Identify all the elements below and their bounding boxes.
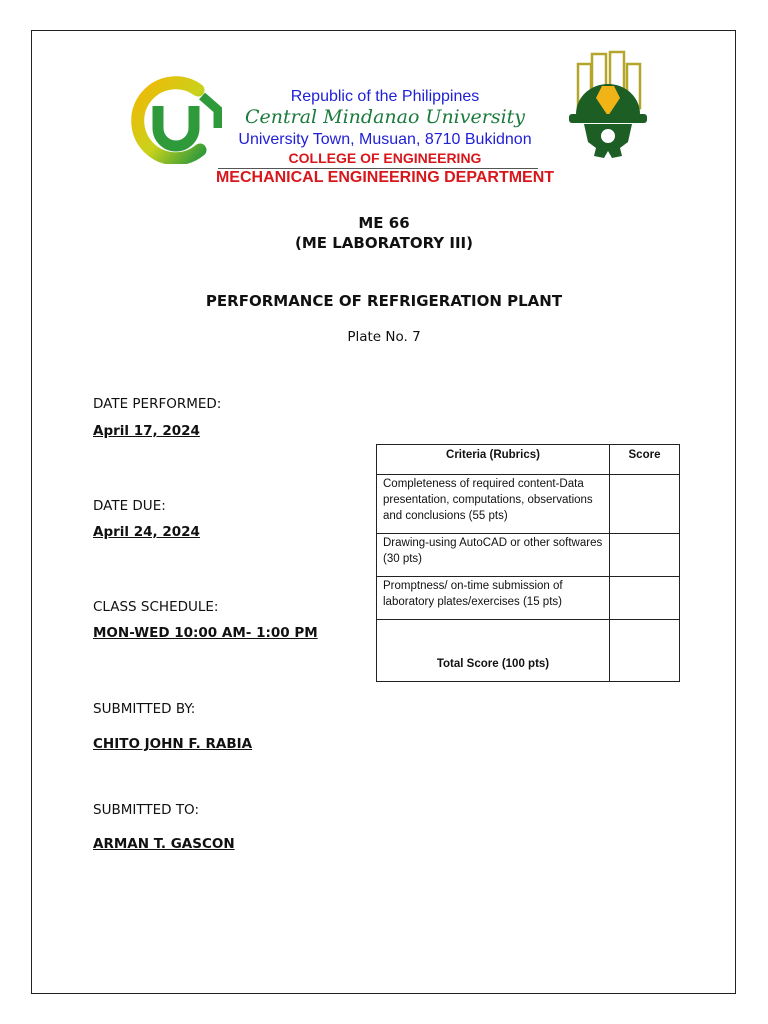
rubric-row bbox=[377, 577, 680, 620]
rubric-criteria: Drawing-using AutoCAD or other softwares (30 pts) bbox=[377, 534, 610, 577]
rubric-score bbox=[610, 577, 680, 620]
submitted-by-label: SUBMITTED BY: bbox=[93, 701, 196, 717]
date-due-value: April 24, 2024 bbox=[93, 524, 200, 540]
engineering-helmet-gear-logo bbox=[566, 48, 650, 162]
rubric-criteria: Completeness of required content-Data presentation, computations, observations and conclusions (55 pts) bbox=[377, 475, 610, 534]
rubric-row bbox=[377, 475, 680, 534]
rubric-score bbox=[610, 475, 680, 534]
criteria-header: Criteria (Rubrics) bbox=[377, 445, 610, 475]
plate-number: Plate No. 7 bbox=[347, 329, 421, 345]
date-due-label: DATE DUE: bbox=[93, 498, 166, 514]
course-code: ME 66 bbox=[358, 214, 410, 232]
course-name: (ME LABORATORY III) bbox=[295, 234, 473, 252]
class-schedule-label: CLASS SCHEDULE: bbox=[93, 599, 219, 615]
score-header: Score bbox=[610, 445, 680, 475]
university-address: University Town, Musuan, 8710 Bukidnon bbox=[238, 131, 532, 148]
republic-line: Republic of the Philippines bbox=[290, 88, 480, 105]
submitted-to-value: ARMAN T. GASCON bbox=[93, 836, 235, 852]
experiment-title: PERFORMANCE OF REFRIGERATION PLANT bbox=[205, 292, 563, 310]
class-schedule-value: MON-WED 10:00 AM- 1:00 PM bbox=[93, 625, 318, 641]
rubric-header-row bbox=[377, 445, 680, 475]
submitted-by-value: CHITO JOHN F. RABIA bbox=[93, 736, 253, 752]
submitted-to-label: SUBMITTED TO: bbox=[93, 802, 199, 818]
date-performed-value: April 17, 2024 bbox=[93, 423, 200, 439]
college-name: COLLEGE OF ENGINEERING bbox=[288, 150, 482, 166]
rubric-table bbox=[376, 444, 680, 682]
department-name: MECHANICAL ENGINEERING DEPARTMENT bbox=[215, 169, 555, 186]
total-score-label: Total Score (100 pts) bbox=[377, 620, 610, 682]
rubric-total-row bbox=[377, 620, 680, 682]
rubric-row bbox=[377, 534, 680, 577]
rubric-criteria: Promptness/ on-time submission of laboratory plates/exercises (15 pts) bbox=[377, 577, 610, 620]
total-score-value bbox=[610, 620, 680, 682]
date-performed-label: DATE PERFORMED: bbox=[93, 396, 222, 412]
university-name: Central Mindanao University bbox=[244, 106, 526, 128]
rubric-score bbox=[610, 534, 680, 577]
